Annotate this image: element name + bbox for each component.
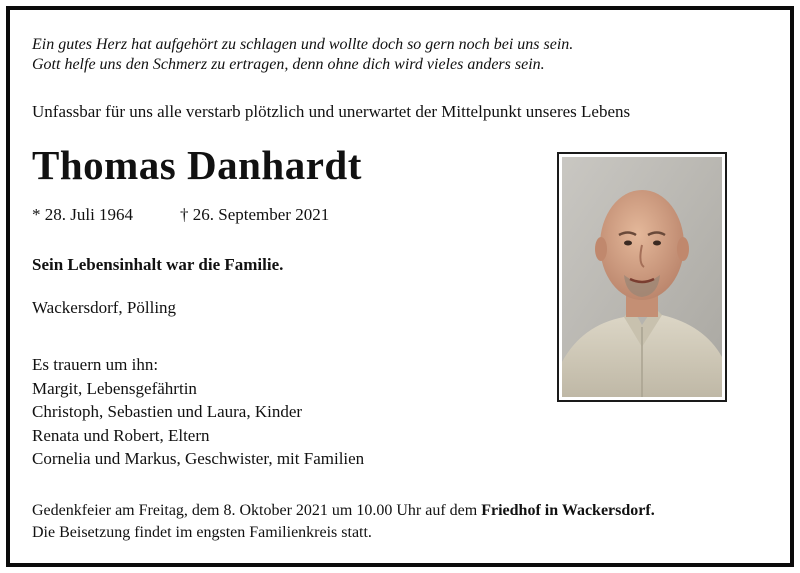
mourners-block (32, 353, 364, 471)
memorial-text: Gedenkfeier am Freitag, dem 8. Oktober 2021 um 10.00 Uhr auf dem (32, 502, 482, 519)
memorial-place: Friedhof in Wackersdorf. (481, 502, 655, 519)
memorial-line (32, 500, 655, 522)
mourners-heading: Es trauern um ihn: (32, 355, 159, 374)
mourner-item: Margit, Lebensgefährtin (32, 378, 197, 398)
deceased-name: Thomas Danhardt (32, 142, 362, 188)
mourner-item: Christoph, Sebastien und Laura, Kinder (32, 402, 303, 421)
quote-line-1: Ein gutes Herz hat aufgehört zu schlagen und wollte doch so gern noch bei uns sein. (32, 36, 574, 53)
quote-line-2: Gott helfe uns den Schmerz zu ertragen, denn ohne dich wird vieles anders sein. (32, 56, 545, 73)
mourner-item: Cornelia und Markus, Geschwister, mit Familien (32, 449, 365, 468)
location: Wackersdorf, Pölling (32, 298, 177, 317)
portrait-photo (557, 152, 727, 402)
burial-line: Die Beisetzung findet im engsten Familienkreis statt. (32, 524, 372, 541)
death-date: † 26. September 2021 (180, 205, 330, 224)
footer-block (32, 500, 655, 544)
portrait-image (562, 157, 722, 397)
life-motto: Sein Lebensinhalt war die Familie. (32, 255, 284, 274)
obituary-notice (6, 6, 794, 567)
mourner-item: Renata und Robert, Eltern (32, 425, 210, 445)
intro-text: Unfassbar für uns alle verstarb plötzlich und unerwartet der Mittelpunkt unseres Lebens (32, 102, 631, 121)
birth-date: * 28. Juli 1964 (32, 205, 134, 224)
